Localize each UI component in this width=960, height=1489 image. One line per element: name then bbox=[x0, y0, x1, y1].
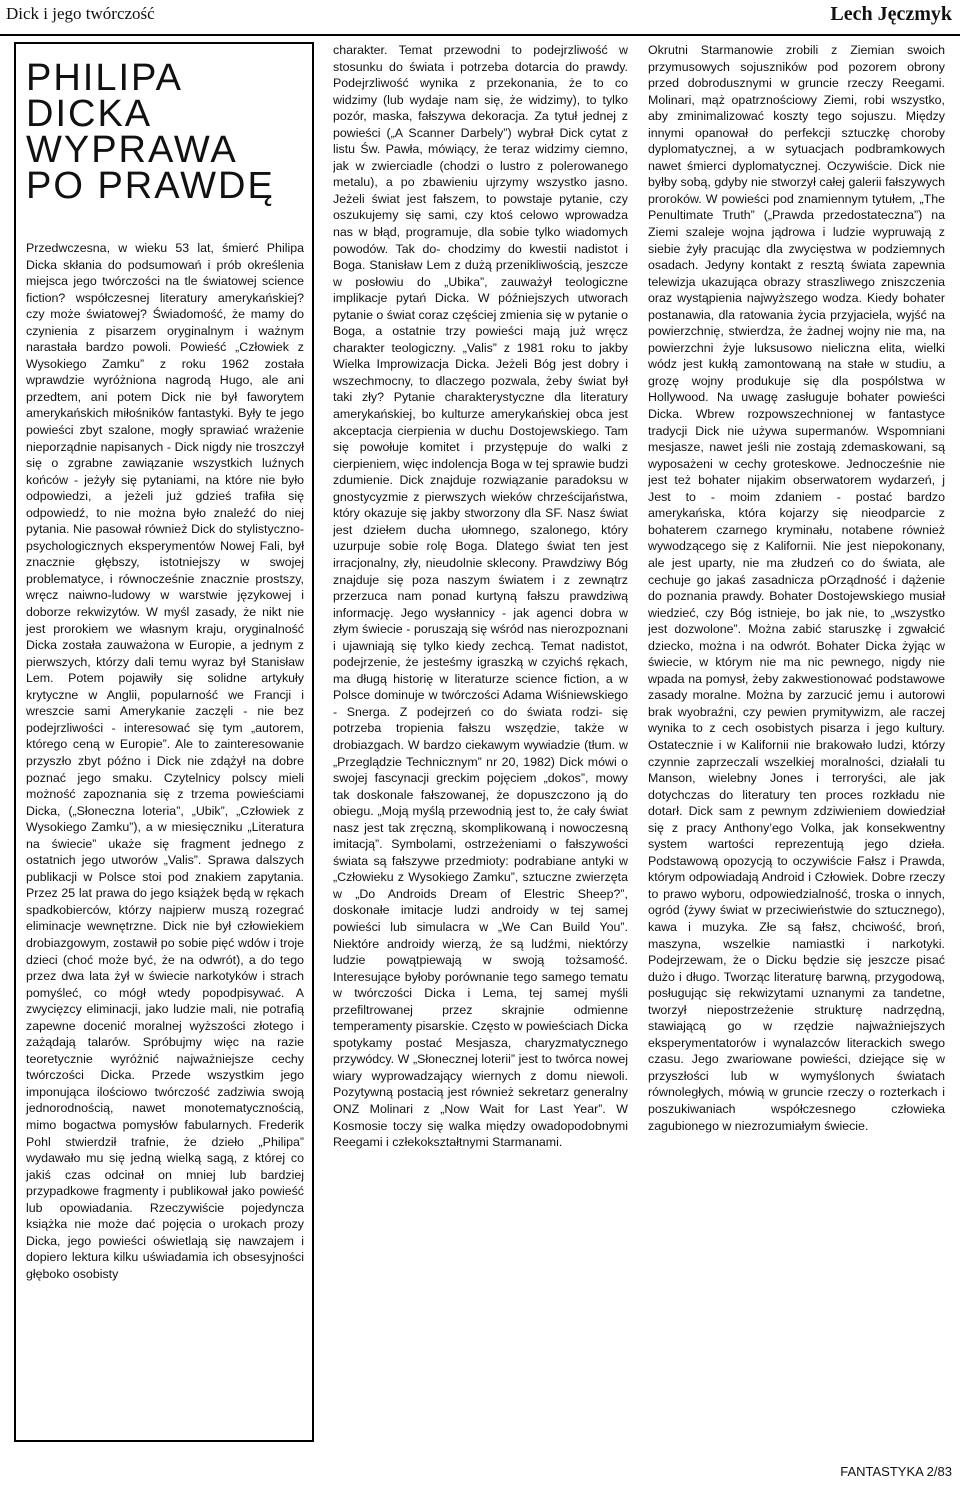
article-column-1 bbox=[14, 42, 314, 1442]
article-column-2 bbox=[333, 42, 628, 1442]
page-header bbox=[0, 0, 960, 34]
article-title bbox=[26, 57, 304, 207]
page-footer: FANTASTYKA 2/83 bbox=[840, 1464, 952, 1479]
article-column-3 bbox=[648, 42, 945, 1442]
article-text: charakter. Temat przewodni to podejrzliwość w stosunku do świata i potrzeba dotarcia do prawdy. Podejrzliwość wynika z przekonania, że to co widzimy (lub wydaje nam się, że widzimy), to tylko pozór, maska, fałszywa dekoracja. Za tytuł jednej z powieści („A Scanner Darbely”) wybrał Dick cytat z listu Św. Pawła, mówiący, że teraz widzimy ciemno, jak w zwierciadle (chodzi o lustro z polerowanego metalu), a po zbawieniu ujrzymy wszystko jasno. Jeżeli świat jest fałszem, to powstaje pytanie, czy oszukujemy się sami, czy ktoś celowo wprowadza nas w błąd, programuje, dla sobie tylko wiadomych powodów. Tak do- chodzimy do kwestii nadistot i Boga. Stanisław Lem z dużą przenikliwością, jeszcze w posłowiu do „Ubika”, zauważył teologiczne implikacje pytań Dicka. W późniejszych utworach pytanie o świat coraz częściej zmienia się w pytanie o Boga, a ostatnie trzy powieści mają już wręcz charakter teologiczny. „Valis” z 1981 roku to jakby Wielka Improwizacja Dicka. Jeżeli Bóg jest dobry i wszechmocny, to dlaczego pozwala, żeby świat był taki zły? Pytanie charakterystyczne dla literatury amerykańskiej, bo kulturze amerykańskiej obca jest akceptacja cierpienia w duchu Dostojewskiego. Tam się powołuje komitet i przystępuje do walki z cierpieniem, więc indolencja Boga w tej sprawie budzi zdumienie. Dick znajduje rozwiązanie paradoksu w gnostycyzmie z pierwszych wieków chrześcijaństwa, który okazuje się jakby stworzony dla SF. Nasz świat jest dziełem ducha ułomnego, szalonego, który uzurpuje sobie rolę Boga. Dlatego świat ten jest irracjonalny, zły, nieudolnie sklecony. Prawdziwy Bóg znajduje się poza naszym światem i z zewnątrz przerzuca nam ponad kurtyną fałszu prawdziwą informację. Jego wysłannicy - jak agenci dobra w złym świecie - poruszają się wśród nas nierozpoznani i ujawniają się tylko kiedy zechcą. Temat nadistot, podejrzenie, że jesteśmy igraszką w czyichś rękach, ma długą historię w literaturze science fiction, a w Polsce dominuje w twórczości Adama Wiśniewskiego - Snerga. Z podejrzeń co do świata rodzi- się potrzeba tropienia fałszu wszędzie, także w drobiazgach. W bardzo ciekawym wywiadzie (tłum. w „Przeglądzie Technicznym” nr 20, 1982) Dick mówi o swojej fascynacji greckim pojęciem „dokos”, mowy tak doskonale fałszowanej, że dopuszczono ją do obiegu. „Moją myślą przewodnią jest to, że cały świat nasz jest tak zręczną, skomplikowaną i nowoczesną imitacją”. Symbolami, ostrzeżeniami o fałszywości świata są fałszywe przedmioty: podrabiane antyki w „Człowieku z Wysokiego Zamku”, sztuczne zwierzęta w „Do Androids Dream of Elestric Sheep?”, doskonałe imitacje ludzi androidy w tej samej powieści lub simulacra w „We Can Build You”. Niektóre androidy wierzą, że są ludźmi, niektórzy ludzie powątpiewają w swoją tożsamość. Interesujące byłoby porównanie tego samego tematu w twórczości Dicka i Lema, tej samej myśli przefiltrowanej przez skrajnie odmienne temperamenty pisarskie. Często w powieściach Dicka spotykamy postać Mesjasza, charyzmatycznego przywódcy. W „Słonecznej loterii” jest to twórca nowej wiary wyprowadzający wiernych z domu niewoli. Pozytywną postacią jest również sekretarz generalny ONZ Molinari z „Now Wait for Last Year”. W Kosmosie toczy się walka między owadopodobnymi Reegami i człekokształtnymi Starmanami. bbox=[333, 43, 628, 1150]
author-name: Lech Jęczmyk bbox=[830, 3, 952, 25]
title-line: PO PRAWDĘ bbox=[26, 165, 275, 207]
title-line: WYPRAWA bbox=[26, 129, 238, 171]
article-text: Przedwczesna, w wieku 53 lat, śmierć Philipa Dicka skłania do podsumowań i prób określenia miejsca jego twórczości na tle światowej science fiction? współczesnej literatury amerykańskiej? czy może światowej? Świadomość, że mamy do czynienia z pisarzem oryginalnym i ważnym narastała bardzo powoli. Powieść „Człowiek z Wysokiego Zamku” z roku 1962 została wprawdzie wyróżniona nagrodą Hugo, ale ani przedtem, ani potem Dick nie był faworytem amerykańskich miłośników fantastyki. Były te jego powieści zbyt szalone, mogły sprawiać wrażenie nieporządnie napisanych - Dick nigdy nie troszczył się o zgrabne zawiązanie wszystkich luźnych końców - jeżyły się pytaniami, na które nie było odpowiedzi, a jeżeli już gdzieś trafiła się odpowiedź, to nie można było znaleźć do niej pytania. Nie pasował również Dick do stylistyczno-psychologicznych eksperymentów Nowej Fali, był znacznie głębszy, istotniejszy w swojej problematyce, i równocześnie znacznie prostszy, wręcz naiwno-ludowy w warstwie językowej i doborze rekwizytów. W myśl zasady, że nikt nie jest prorokiem we własnym kraju, oryginalność Dicka została zauważona w Europie, a jednym z pierwszych, którzy dali temu wyraz był Stanisław Lem. Potem pojawiły się solidne artykuły krytyczne w Anglii, popularność we Francji i wreszcie sami Amerykanie zaczęli - nie bez podejrzliwości - interesować się tym „autorem, którego ceną w Europie”. Ale to zainteresowanie przyszło zbyt późno i Dick nie zdążył na dobre poznać jego smaku. Czytelnicy polscy mieli możność zapoznania się z trzema powieściami Dicka, („Słoneczna loteria”, „Ubik”, „Człowiek z Wysokiego Zamku”), a w miesięczniku „Literatura na świecie” ukaże się fragment jednego z ostatnich jego utworów „Valis”. Sprawa dalszych publikacji w Polsce stoi pod znakiem zapytania. Przez 25 lat prawa do jego książek będą w rękach spadkobierców, którzy najpierw muszą rozegrać eliminacje wewnętrzne. Dick nie był człowiekiem drobiazgowym, zostawił po sobie pięć wdów i troje dzieci (choć może być, że na odwrót), a do tego przez dwa lata żył w świecie narkotyków i strach pomyśleć, co mógł wtedy popodpisywać. A zwycięzcy eliminacji, jako ludzie mali, nie potrafią zapewne docenić moralnej wyższości złotego i zażądają talarów. Spróbujmy więc na razie teoretycznie wyróżnić najważniejsze cechy twórczości Dicka. Przede wszystkim jego imponująca ilościowo twórczość zadziwia swoją jednorodnością, nawet monotematycznością, mimo bogactwa pomysłów fabularnych. Frederik Pohl stwierdził trafnie, że dzieło „Philipa” wydawało mu się jedną wielką sagą, z której co jakiś czas odcinał on mniej lub bardziej przypadkowe fragmenty i publikował jako powieść lub opowiadania. Rzeczywiście pojedyncza książka nie może dać pojęcia o urokach prozy Dicka, jego powieści oświetlają się nawzajem i dopiero lektura kilku uświadamia ich obsesyjności głęboko osobisty bbox=[26, 241, 304, 1281]
article-text: Okrutni Starmanowie zrobili z Ziemian swoich przymusowych sojuszników pod pozorem obrony przed dobrodusznymi w gruncie rzeczy Reegami. Molinari, mąż opatrznościowy Ziemi, robi wszystko, aby zminimalizować koszty tego sojuszu. Między innymi opanował do perfekcji sztuczkę choroby dyplomatycznej, a w sytuacjach podbramkowych nawet śmierci dyplomatycznej. Oczywiście. Dick nie byłby sobą, gdyby nie stworzył całej galerii fałszywych proroków. W powieści pod znamiennym tytułem, „The Penultimate Truth” („Prawda przedostateczna”) na Ziemi szaleje wojna jądrowa i ludzie wypruwają z siebie żyły pracując dla zwycięstwa w podziemnych osadach. Jedyny kontakt z resztą świata zapewnia telewizja ukazująca obrazy straszliwego zniszczenia oraz wystąpienia najwyższego wodza. Kiedy bohater postanawia, dla ratowania życia przyjaciela, wyjść na powierzchnię, stwierdza, że żadnej wojny nie ma, na powierzchni żyje luksusowo nieliczna elita, wielki wódz jest kukłą zamontowaną na stałe w studiu, a grozę wojny produkuje się dla pospólstwa w Hollywood. Na uwagę zasługuje bohater powieści Dicka. Wbrew rozpowszechnionej w fantastyce tradycji Dick nie używa supermanów. Wspomniani mesjasze, nawet jeśli nie zostają zdemaskowani, są wyposażeni w cechy groteskowe. Jednocześnie nie jest też bohater nijakim obserwatorem wydarzeń, j Jest to - moim zdaniem - postać bardzo amerykańska, która kojarzy się nieodparcie z bohaterem czarnego kryminału, notabene również wywodzącego się z Kalifornii. Nie jest niepokonany, ale jest uparty, nie ma złudzeń co do świata, ale cechuje go jakaś zasadnicza pOrządność i dążenie do poznania prawdy. Bohater Dostojewskiego musiał wiedzieć, czy Bóg istnieje, bo jak nie, to „wszystko jest dozwolone”. Można zabić staruszkę i zgwałcić dziecko, można i na odwrót. Bohater Dicka żyjąc w świecie, w którym nie ma nic pewnego, nigdy nie wpada na pomysł, żeby zakwestionować podstawowe zasady moralne. Można by zarzucić jemu i autorowi brak wyobraźni, czy pewien prymitywizm, ale raczej wynika to z cech osobistych pisarza i jego kultury. Ostatecznie i w Kalifornii nie brakowało ludzi, którzy czynnie zaprzeczali wszelkiej moralności, działali tu Manson, wielebny Jones i terroryści, ale jak dotychczas do literatury ten proces rozkładu nie dotarł. Dick sam z pewnym zdziwieniem dowiedział się z pracy Anthony’ego Volka, jak konsekwentny system wartości reprezentują jego dzieła. Podstawową opozycją to oczywiście Fałsz i Prawda, którym odpowiadają Android i Człowiek. Dobre rzeczy to prawo wyboru, odpowiedzialność, troska o innych, ogród (żywy świat w przeciwieństwie do sztucznego), kawa i muzyka. Złe są fałsz, chciwość, broń, maszyna, wszelkie namiastki i narkotyki. Podejrzewam, że o Dicku będzie się jeszcze pisać dużo i długo. Tworząc literaturę barwną, przygodową, posługując się rekwizytami uznanymi za tandetne, tworzył niepostrzeżenie strukturę nadrzędną, stawiającą go w rzędzie najważniejszych eksperymentatorów i wynalazców literackich swego czasu. Jego zwariowane powieści, dziejące się w przyszłości lub w wymyślonych światach równoległych, mówią w gruncie rzeczy o rozterkach i poszukiwaniach współczesnego człowieka zagubionego w niezrozumiałym świecie. bbox=[648, 43, 945, 1133]
section-title: Dick i jego twórczość bbox=[6, 4, 155, 23]
title-line: DICKA bbox=[26, 93, 153, 135]
header-rule bbox=[0, 34, 960, 36]
title-line: PHILIPA bbox=[26, 57, 183, 99]
